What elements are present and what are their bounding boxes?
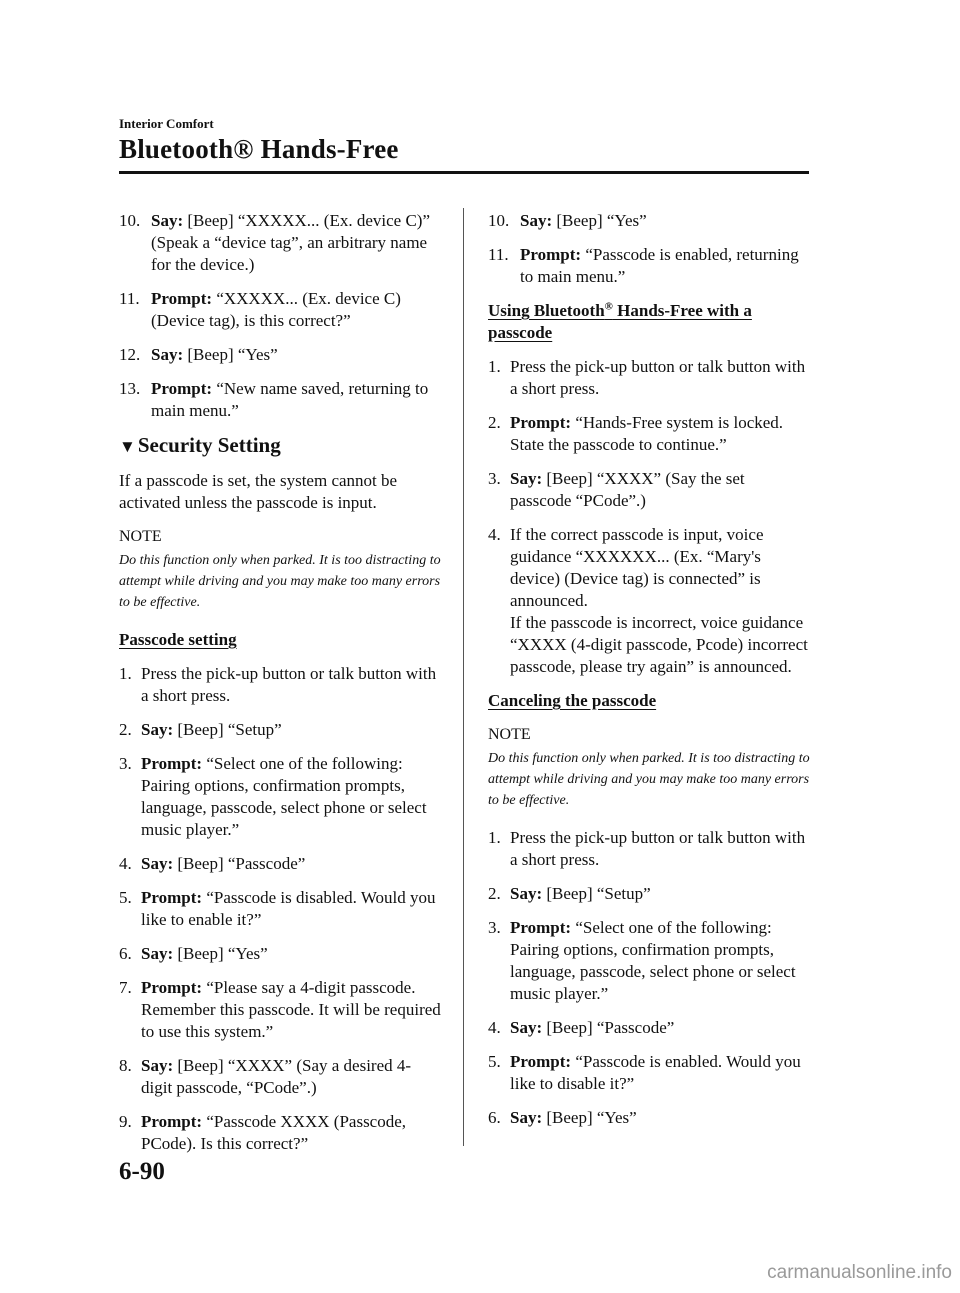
step-text-continued: If the passcode is incorrect, voice guidance “XXXX (4-digit passcode, Pcode) incorrect passcode, please try again” is announced. — [510, 613, 808, 676]
step-keyword: Prompt: — [141, 888, 203, 907]
step-text: “Select one of the following: Pairing options, confirmation prompts, language, passcode, select phone or select music player.” — [141, 754, 427, 839]
step-text: [Beep] “Setup” — [546, 884, 651, 903]
section-label: Interior Comfort — [119, 116, 214, 131]
step-text: “Passcode is enabled, returning to main menu.” — [520, 245, 799, 286]
step-text: [Beep] “Setup” — [177, 720, 282, 739]
step-number: 2. — [488, 413, 501, 432]
step-item — [119, 887, 441, 931]
step-keyword: Say: — [141, 854, 174, 873]
step-keyword: Say: — [141, 944, 174, 963]
step-number: 1. — [488, 828, 501, 847]
step-number: 7. — [119, 978, 132, 997]
step-keyword: Prompt: — [510, 413, 572, 432]
steps-using-passcode — [488, 356, 810, 678]
step-number: 10. — [119, 211, 141, 230]
step-item — [488, 244, 810, 288]
steps-device-tag — [119, 210, 441, 422]
step-number: 11. — [488, 245, 509, 264]
step-keyword: Prompt: — [141, 1112, 203, 1131]
step-number: 1. — [119, 664, 132, 683]
step-text: “Passcode XXXX (Passcode, PCode). Is this correct?” — [141, 1112, 407, 1153]
step-number: 2. — [119, 720, 132, 739]
step-item — [119, 1111, 441, 1155]
step-text: “Passcode is disabled. Would you like to enable it?” — [141, 888, 436, 929]
step-text: [Beep] “Yes” — [556, 211, 647, 230]
step-text: “XXXXX... (Ex. device C) (Device tag), is this correct?” — [151, 289, 401, 330]
step-keyword: Say: — [510, 1108, 543, 1127]
step-item — [488, 883, 810, 905]
step-item — [488, 468, 810, 512]
step-item — [119, 288, 441, 332]
step-item — [488, 524, 810, 678]
step-keyword: Prompt: — [141, 754, 203, 773]
watermark: carmanualsonline.info — [767, 1262, 952, 1283]
step-number: 3. — [488, 918, 501, 937]
step-text: Press the pick-up button or talk button with a short press. — [141, 664, 437, 705]
step-item — [119, 853, 441, 875]
step-number: 12. — [119, 345, 141, 364]
note-label: NOTE — [119, 528, 162, 545]
step-text: [Beep] “XXXX” (Say the set passcode “PCode”.) — [510, 469, 745, 510]
step-item — [488, 1017, 810, 1039]
step-number: 13. — [119, 379, 141, 398]
title-rule — [119, 171, 809, 174]
step-number: 4. — [119, 854, 132, 873]
step-text: [Beep] “XXXX” (Say a desired 4-digit passcode, “PCode”.) — [141, 1056, 412, 1097]
step-number: 6. — [488, 1108, 501, 1127]
step-text: “Select one of the following: Pairing options, confirmation prompts, language, passcode, select phone or select music player.” — [510, 918, 796, 1003]
steps-passcode-setting — [119, 663, 441, 1155]
step-number: 5. — [119, 888, 132, 907]
step-item — [119, 977, 441, 1043]
step-item — [119, 943, 441, 965]
using-passcode-heading: Using Bluetooth® Hands-Free with a passcode — [488, 300, 752, 342]
security-intro: If a passcode is set, the system cannot be activated unless the passcode is input. — [119, 471, 398, 512]
step-number: 3. — [119, 754, 132, 773]
step-number: 2. — [488, 884, 501, 903]
step-item — [488, 356, 810, 400]
step-keyword: Prompt: — [510, 1052, 572, 1071]
step-number: 9. — [119, 1112, 132, 1131]
step-number: 11. — [119, 289, 140, 308]
step-item — [119, 719, 441, 741]
step-item — [119, 1055, 441, 1099]
note-label: NOTE — [488, 726, 531, 743]
step-number: 6. — [119, 944, 132, 963]
left-column — [119, 210, 441, 1167]
column-divider — [463, 208, 464, 1146]
step-text: [Beep] “Yes” — [546, 1108, 637, 1127]
step-number: 8. — [119, 1056, 132, 1075]
step-keyword: Say: — [141, 1056, 174, 1075]
step-text: “Please say a 4-digit passcode. Remember this passcode. It will be required to use this system.” — [141, 978, 441, 1041]
step-text: [Beep] “Passcode” — [177, 854, 306, 873]
passcode-setting-heading: Passcode setting — [119, 630, 237, 649]
step-text: [Beep] “Passcode” — [546, 1018, 675, 1037]
step-item — [119, 663, 441, 707]
step-item — [488, 210, 810, 232]
step-item — [119, 753, 441, 841]
step-item — [488, 1107, 810, 1129]
step-keyword: Say: — [141, 720, 174, 739]
triangle-marker-icon: ▼ — [119, 437, 136, 456]
step-number: 3. — [488, 469, 501, 488]
step-text: “Hands-Free system is locked. State the passcode to continue.” — [510, 413, 784, 454]
step-text: [Beep] “XXXXX... (Ex. device C)” (Speak a “device tag”, an arbitrary name for the device.) — [151, 211, 431, 274]
step-number: 10. — [488, 211, 510, 230]
steps-canceling-passcode — [488, 827, 810, 1129]
step-text: If the correct passcode is input, voice guidance “XXXXXX... (Ex. “Mary's device) (Device tag) is connected” is announced. — [510, 525, 764, 610]
step-keyword: Say: — [510, 1018, 543, 1037]
step-text: “New name saved, returning to main menu.” — [151, 379, 429, 420]
step-keyword: Prompt: — [141, 978, 203, 997]
step-text: Press the pick-up button or talk button with a short press. — [510, 357, 806, 398]
page-number: 6-90 — [119, 1158, 165, 1185]
note-text: Do this function only when parked. It is too distracting to attempt while driving and you may make too many errors to be effective. — [488, 751, 810, 808]
step-number: 5. — [488, 1052, 501, 1071]
step-item — [119, 378, 441, 422]
step-keyword: Prompt: — [520, 245, 582, 264]
step-item — [488, 917, 810, 1005]
step-text: [Beep] “Yes” — [177, 944, 268, 963]
step-item — [119, 344, 441, 366]
step-item — [119, 210, 441, 276]
step-text: “Passcode is enabled. Would you like to disable it?” — [510, 1052, 801, 1093]
step-keyword: Say: — [510, 469, 543, 488]
step-keyword: Say: — [520, 211, 553, 230]
step-text: [Beep] “Yes” — [187, 345, 278, 364]
steps-passcode-confirm — [488, 210, 810, 288]
step-number: 1. — [488, 357, 501, 376]
step-number: 4. — [488, 525, 501, 544]
canceling-passcode-heading: Canceling the passcode — [488, 691, 657, 710]
page-title: Bluetooth® Hands-Free — [119, 134, 399, 164]
step-item — [488, 827, 810, 871]
step-item — [488, 1051, 810, 1095]
step-keyword: Say: — [510, 884, 543, 903]
step-keyword: Say: — [151, 211, 184, 230]
step-item — [488, 412, 810, 456]
step-keyword: Prompt: — [151, 289, 213, 308]
security-setting-heading: ▼Security Setting — [119, 433, 281, 457]
step-keyword: Say: — [151, 345, 184, 364]
note-text: Do this function only when parked. It is too distracting to attempt while driving and you may make too many errors to be effective. — [119, 553, 441, 610]
registered-mark: ® — [604, 300, 613, 313]
step-number: 4. — [488, 1018, 501, 1037]
step-text: Press the pick-up button or talk button with a short press. — [510, 828, 806, 869]
right-column — [488, 210, 810, 1141]
step-keyword: Prompt: — [151, 379, 213, 398]
step-keyword: Prompt: — [510, 918, 572, 937]
